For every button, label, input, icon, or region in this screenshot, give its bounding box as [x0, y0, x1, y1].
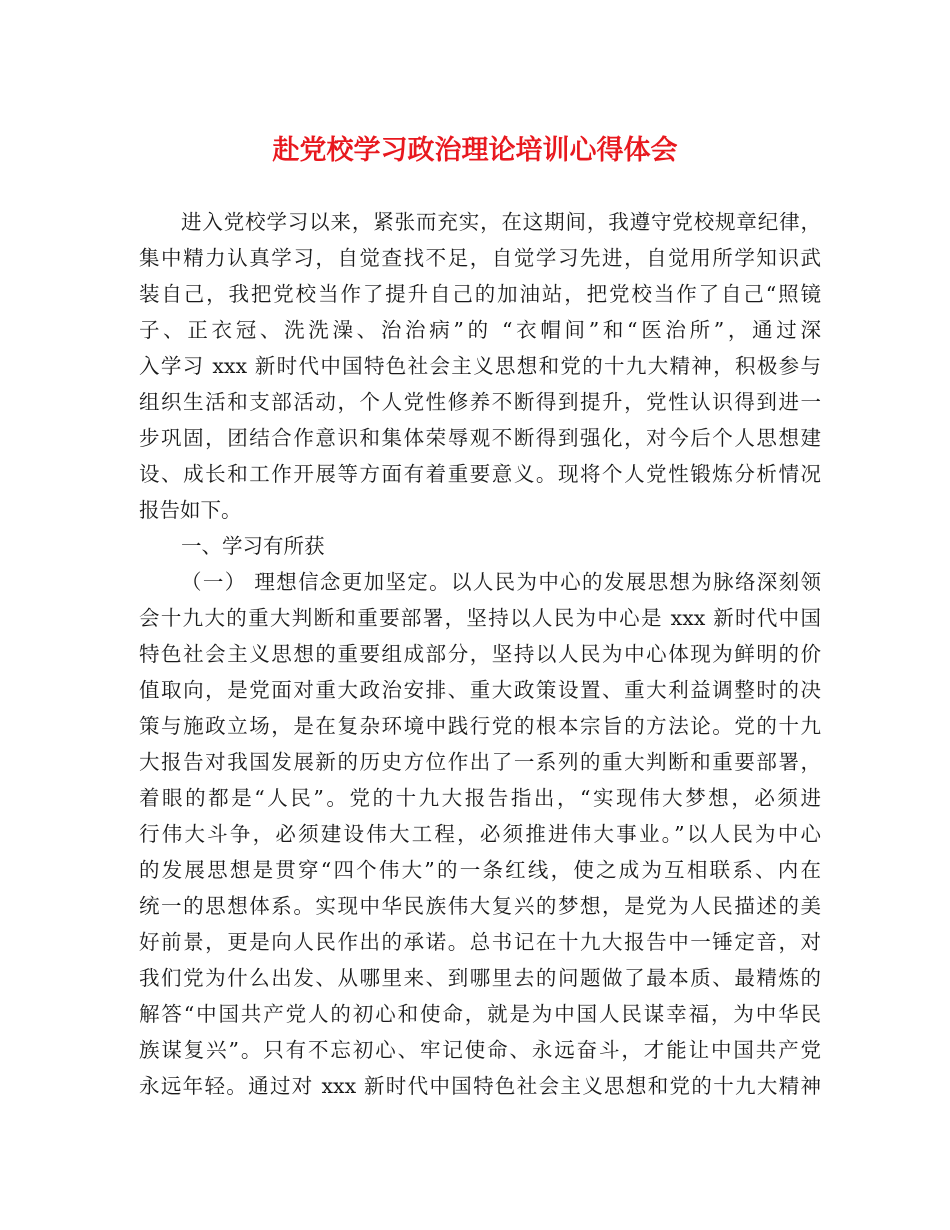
paragraph-line: 设、成长和工作开展等方面有着重要意义。现将个人党性锻炼分析情况 — [139, 462, 821, 486]
paragraph-line: 行伟大斗争，必须建设伟大工程，必须推进伟大事业。”以人民为中心 — [139, 822, 821, 846]
paragraph-line: 报告如下。 — [139, 498, 242, 522]
section-heading: 一、学习有所获 — [181, 534, 325, 558]
paragraph-line: 装自己，我把党校当作了提升自己的加油站，把党校当作了自己“照镜 — [139, 282, 821, 306]
paragraph-line: 集中精力认真学习，自觉查找不足，自觉学习先进，自觉用所学知识武 — [139, 246, 821, 270]
paragraph-line: 我们党为什么出发、从哪里来、到哪里去的问题做了最本质、最精炼的 — [139, 966, 821, 990]
paragraph-line: 策与施政立场，是在复杂环境中践行党的根本宗旨的方法论。党的十九 — [139, 714, 821, 738]
paragraph-line: 特色社会主义思想的重要组成部分，坚持以人民为中心体现为鲜明的价 — [139, 642, 821, 666]
paragraph-line: 好前景，更是向人民作出的承诺。总书记在十九大报告中一锤定音，对 — [139, 930, 821, 954]
paragraph-line: 步巩固，团结合作意识和集体荣辱观不断得到强化，对今后个人思想建 — [139, 426, 821, 450]
paragraph-line: 会十九大的重大判断和重要部署，坚持以人民为中心是 xxx 新时代中国 — [139, 606, 821, 630]
paragraph-line: 族谋复兴”。只有不忘初心、牢记使命、永远奋斗，才能让中国共产党 — [139, 1038, 821, 1062]
paragraph-line: 进入党校学习以来，紧张而充实，在这期间，我遵守党校规章纪律， — [181, 210, 821, 234]
paragraph-line: 入学习 xxx 新时代中国特色社会主义思想和党的十九大精神，积极参与 — [139, 354, 821, 378]
paragraph-line: 解答“中国共产党人的初心和使命，就是为中国人民谋幸福，为中华民 — [139, 1002, 821, 1026]
paragraph-line: 子、正衣冠、洗洗澡、治治病”的 “衣帽间”和“医治所”，通过深 — [139, 318, 821, 342]
paragraph-line: 统一的思想体系。实现中华民族伟大复兴的梦想，是党为人民描述的美 — [139, 894, 821, 918]
paragraph-line: （一） 理想信念更加坚定。以人民为中心的发展思想为脉络深刻领 — [181, 570, 821, 594]
paragraph-line: 永远年轻。通过对 xxx 新时代中国特色社会主义思想和党的十九大精神 — [139, 1074, 821, 1098]
paragraph-line: 组织生活和支部活动，个人党性修养不断得到提升，党性认识得到进一 — [139, 390, 821, 414]
paragraph-line: 着眼的都是“人民”。党的十九大报告指出，“实现伟大梦想，必须进 — [139, 786, 821, 810]
paragraph-line: 大报告对我国发展新的历史方位作出了一系列的重大判断和重要部署， — [139, 750, 821, 774]
document-title: 赴党校学习政治理论培训心得体会 — [272, 135, 678, 166]
paragraph-line: 值取向，是党面对重大政治安排、重大政策设置、重大利益调整时的决 — [139, 678, 821, 702]
paragraph-line: 的发展思想是贯穿“四个伟大”的一条红线，使之成为互相联系、内在 — [139, 858, 821, 882]
